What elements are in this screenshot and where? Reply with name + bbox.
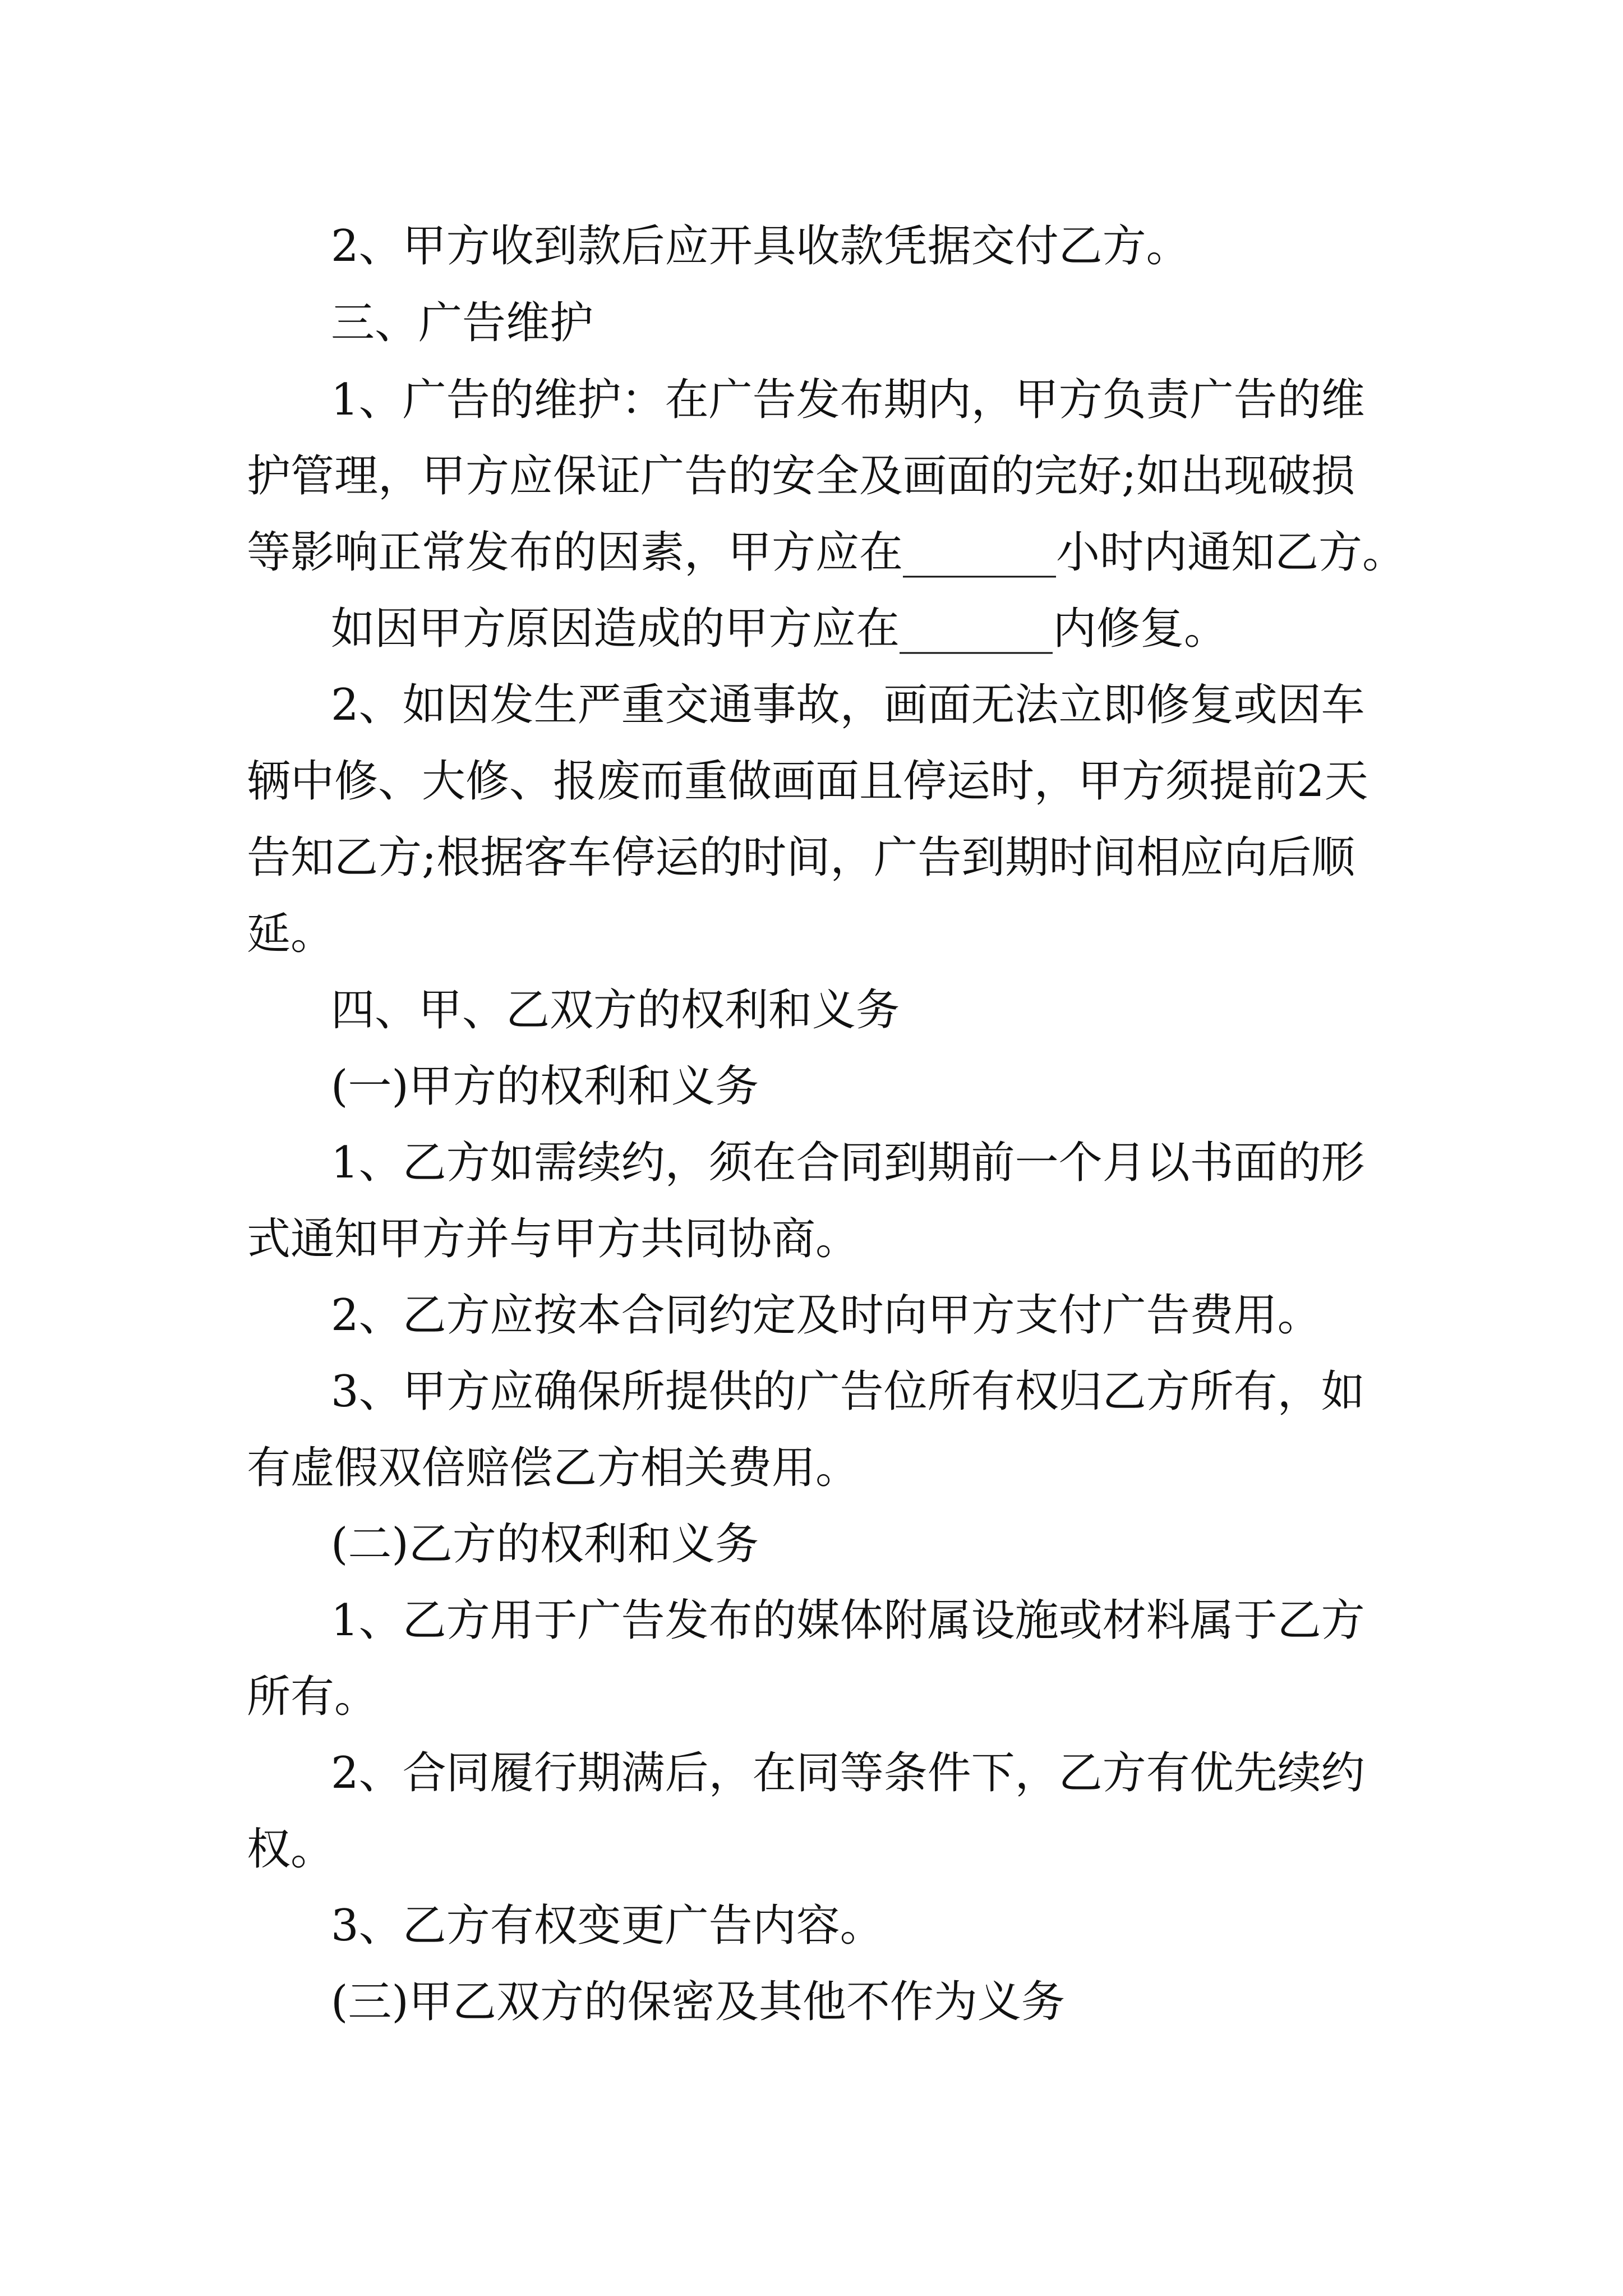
section-heading: 四、甲、乙双方的权利和义务 <box>331 985 900 1036</box>
paragraph-line: 1、广告的维护：在广告发布期内，甲方负责广告的维 <box>331 375 1365 425</box>
paragraph-line: 所有。 <box>247 1672 379 1722</box>
paragraph-line: 3、甲方应确保所提供的广告位所有权归乙方所有，如 <box>331 1366 1365 1417</box>
paragraph-line: 3、乙方有权变更广告内容。 <box>331 1901 884 1951</box>
paragraph-line: 2、甲方收到款后应开具收款凭据交付乙方。 <box>331 221 1190 272</box>
paragraph-line: 1、乙方用于广告发布的媒体附属设施或材料属于乙方 <box>331 1595 1365 1646</box>
paragraph-line: 延。 <box>247 909 335 959</box>
paragraph-line: 式通知甲方并与甲方共同协商。 <box>247 1214 860 1264</box>
paragraph-line: 权。 <box>247 1824 335 1875</box>
paragraph-line: 告知乙方;根据客车停运的时间，广告到期时间相应向后顺 <box>247 832 1355 883</box>
subsection-heading: (一)甲方的权利和义务 <box>331 1061 759 1112</box>
paragraph-line: 有虚假双倍赔偿乙方相关费用。 <box>247 1443 860 1493</box>
paragraph-line: 如因甲方原因造成的甲方应在_______内修复。 <box>331 604 1228 654</box>
subsection-heading: (二)乙方的权利和义务 <box>331 1519 759 1570</box>
section-heading: 三、广告维护 <box>331 298 594 348</box>
paragraph-line: 辆中修、大修、报废而重做画面且停运时，甲方须提前2天 <box>247 756 1368 807</box>
paragraph-line: 护管理，甲方应保证广告的安全及画面的完好;如出现破损 <box>247 451 1355 501</box>
paragraph-line: 1、乙方如需续约，须在合同到期前一个月以书面的形 <box>331 1138 1365 1188</box>
subsection-heading: (三)甲乙双方的保密及其他不作为义务 <box>331 1977 1065 2027</box>
paragraph-line: 等影响正常发布的因素，甲方应在_______小时内通知乙方。 <box>247 527 1407 578</box>
paragraph-line: 2、乙方应按本合同约定及时向甲方支付广告费用。 <box>331 1290 1321 1341</box>
paragraph-line: 2、合同履行期满后，在同等条件下，乙方有优先续约 <box>331 1748 1365 1798</box>
paragraph-line: 2、如因发生严重交通事故，画面无法立即修复或因车 <box>331 680 1365 730</box>
